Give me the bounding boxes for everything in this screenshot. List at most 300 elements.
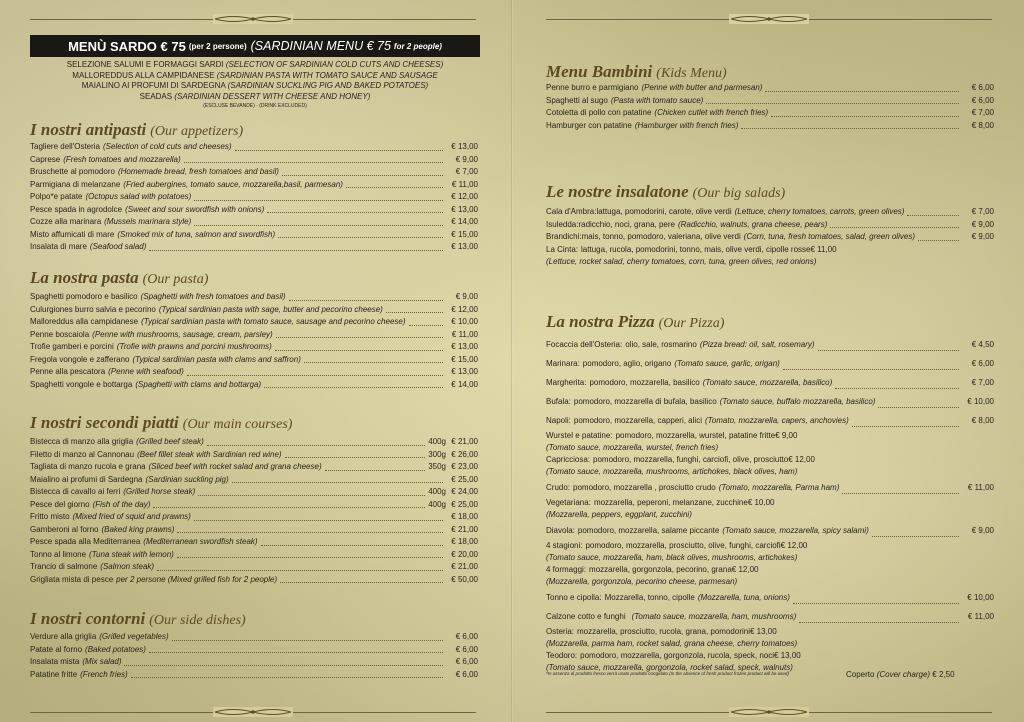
dish-name: Bistecca di cavallo ai ferri xyxy=(30,487,121,496)
dish-name: Hamburger con patatine xyxy=(546,120,632,130)
dish-desc: (Tomato, mozzarella, Parma ham) xyxy=(718,483,840,492)
dish-name: Brandichi: xyxy=(546,232,582,241)
dot-leader xyxy=(852,411,959,427)
menu-item xyxy=(30,166,478,179)
dish-desc: (Tomato sauce, mozzarella, spicy salami) xyxy=(722,526,869,535)
dot-leader xyxy=(198,486,425,496)
flourish-icon xyxy=(213,707,293,717)
dish-name: Crudo: xyxy=(546,483,571,492)
dish-desc: (Seafood salad) xyxy=(89,242,147,251)
dish-name: Napoli: xyxy=(546,416,571,425)
dish-desc: (Mixed fried of squid and prawns) xyxy=(72,512,191,521)
dish-desc: (Homemade bread, fresh tomatoes and basil) xyxy=(117,167,279,176)
dish-desc: (Tomato sauce, buffalo mozzarella, basilico) xyxy=(719,397,876,406)
dot-leader xyxy=(194,511,443,521)
dish-desc: (Tomato sauce, garlic, origan) xyxy=(674,359,780,368)
menu-item xyxy=(30,304,478,317)
dot-leader xyxy=(842,478,959,494)
dish-desc: (Tomato sauce, mozzarella, gorgonzola, rocket salad, speck, walnuts) xyxy=(546,663,793,672)
menu-item xyxy=(546,564,994,588)
dish-name: Insalata di mare xyxy=(30,242,87,251)
pasta-list xyxy=(30,291,478,391)
dish-name: Spaghetti pomodoro e basilico xyxy=(30,292,138,301)
section-subtitle: (Our side dishes) xyxy=(149,613,246,628)
dish-price: € 14,00 xyxy=(451,379,478,389)
dish-name: Pesce spada in agrodolce xyxy=(30,204,123,214)
dot-leader xyxy=(799,607,959,623)
dish-price: € 18,00 xyxy=(451,537,478,546)
dish-price: € 13,00 xyxy=(451,367,478,376)
dot-leader xyxy=(267,204,443,214)
sardo-dish-desc: (SARDINIAN DESSERT WITH CHEESE AND HONEY) xyxy=(174,91,371,101)
menu-item xyxy=(546,607,994,626)
dish-name: Spaghetti vongole e bottarga xyxy=(30,379,133,389)
dish-price: € 7,00 xyxy=(971,207,994,216)
sardo-dish: MALLOREDDUS ALLA CAMPIDANESE xyxy=(72,70,215,80)
dish-price: € 6,00 xyxy=(455,632,478,641)
dish-name: Insalata mista xyxy=(30,657,80,666)
dish-desc: (Mix salad) xyxy=(82,657,122,666)
menu-item xyxy=(30,656,478,669)
sardo-title: MENÙ SARDO € 75 xyxy=(68,38,186,54)
dish-ingredients: olio, sale, rosmarino xyxy=(625,340,697,349)
dish-name: 4 formaggi: xyxy=(546,565,587,574)
cover-charge-en: (Cover charge) xyxy=(876,670,931,679)
sardo-banner xyxy=(30,35,480,57)
sardo-title-en-small: for 2 people) xyxy=(393,41,442,51)
dish-name: Tonno al limone xyxy=(30,549,87,559)
section-title-contorni xyxy=(30,609,246,629)
dish-desc: (Lettuce, cherry tomatoes, carrots, green olives) xyxy=(734,207,905,216)
dish-desc: (Penne with seafood) xyxy=(108,367,184,376)
dot-leader xyxy=(149,644,443,654)
insalatone-list xyxy=(546,206,994,268)
dish-price: € 10,00 xyxy=(967,397,994,406)
dot-leader xyxy=(765,82,959,92)
dish-price: € 13,00 xyxy=(451,142,478,151)
dot-leader xyxy=(918,231,959,241)
menu-item xyxy=(30,524,478,537)
dish-name: Patatine fritte xyxy=(30,669,78,679)
dish-desc: (Beef fillet steak with Sardinian red wine) xyxy=(137,449,282,459)
dot-leader xyxy=(285,449,426,459)
dish-desc: (Mozzarella, tuna, onions) xyxy=(697,593,790,602)
dish-name: Pesce spada alla Mediterranea xyxy=(30,537,141,546)
dot-leader xyxy=(194,216,443,226)
frozen-footnote: *In assenza di prodotto fresco verrà usato prodotto congelato (In the absence of fresh product frozen product will be used) xyxy=(546,671,789,676)
menu-item-line xyxy=(546,430,994,442)
dish-desc: (Corn, tuna, fresh tomatoes, salad, green olives) xyxy=(743,232,915,241)
dish-name: Misto affumicati di mare xyxy=(30,229,115,239)
dot-leader xyxy=(157,561,443,571)
dish-name: Vegetariana: xyxy=(546,498,591,507)
dish-price: € 11,00 xyxy=(451,329,478,339)
menu-item xyxy=(30,316,478,329)
menu-item xyxy=(30,511,478,524)
dot-leader xyxy=(741,120,959,130)
section-subtitle: (Our pasta) xyxy=(142,272,209,287)
dish-weight: 350g xyxy=(428,462,446,471)
dish-price: € 10,00 xyxy=(451,317,478,326)
dish-desc: (Fish of the day) xyxy=(92,499,151,509)
menu-item xyxy=(30,229,478,242)
dot-leader xyxy=(280,574,443,584)
dish-price: € 13,00 xyxy=(774,651,801,660)
menu-item xyxy=(546,373,994,392)
dish-ingredients: pomodoro, mozzarella, gorgonzola, rucola, speck, noci xyxy=(580,651,775,660)
sardo-note: (ESCLUSE BEVANDE) · (DRINK EXCLUDED) xyxy=(203,103,307,110)
menu-item xyxy=(546,454,994,478)
dish-price: € 9,00 xyxy=(775,431,798,440)
dish-desc: (Fresh tomatoes and mozzarella) xyxy=(63,154,181,164)
flourish-icon xyxy=(729,14,809,24)
dish-desc: (Typical sardinian pasta with sage, butter and pecorino cheese) xyxy=(158,304,383,314)
dish-price: € 12,00 xyxy=(451,304,478,314)
dish-name: Diavola: xyxy=(546,526,575,535)
dish-desc: (Mediterranean swordfish steak) xyxy=(143,537,258,546)
dish-name: Verdure alla griglia xyxy=(30,632,97,641)
dish-desc: (Typical sardinian pasta with clams and saffron) xyxy=(132,354,301,364)
dish-desc: (Tomato sauce, mozzarella, wurstel, french fries) xyxy=(546,443,719,452)
dish-name: Tagliata di manzo rucola e grana xyxy=(30,462,146,471)
menu-item xyxy=(30,216,478,229)
dish-ingredients: pomodoro, mozzarella, wurstel, patatine fritte xyxy=(615,431,776,440)
dish-price: € 26,00 xyxy=(451,449,478,459)
dish-price: € 15,00 xyxy=(451,229,478,239)
dish-price: € 6,00 xyxy=(455,657,478,666)
dot-leader xyxy=(264,379,443,389)
dot-leader xyxy=(386,304,443,314)
dish-name: Filetto di manzo al Cannonau xyxy=(30,449,135,459)
dish-price: € 6,00 xyxy=(455,644,478,654)
dish-name: Malloreddus alla campidanese xyxy=(30,317,139,326)
menu-item xyxy=(30,291,478,304)
dish-price: € 11,00 xyxy=(967,612,994,621)
menu-item xyxy=(546,244,994,268)
dot-leader xyxy=(771,107,959,117)
dish-name: Cotoletta di pollo con patatine xyxy=(546,108,652,117)
cover-charge-label: Coperto xyxy=(846,670,875,679)
menu-item-line xyxy=(546,244,994,256)
menu-item xyxy=(30,574,478,587)
dish-price: € 24,00 xyxy=(451,487,478,496)
menu-item xyxy=(546,120,994,133)
dish-price: € 9,00 xyxy=(455,154,478,164)
section-title: I nostri antipasti xyxy=(30,120,147,139)
menu-item xyxy=(546,478,994,497)
dish-ingredients: lattuga, pomodorini, carote, olive verdi xyxy=(596,207,732,216)
dish-ingredients: radicchio, noci, grana, pere xyxy=(578,219,675,229)
dish-name: Bruschette al pomodoro xyxy=(30,167,115,176)
dish-ingredients: pomodoro, mozzarella, salame piccante xyxy=(577,526,720,535)
dish-price: € 7,00 xyxy=(455,167,478,176)
dish-price: € 18,00 xyxy=(451,512,478,521)
dot-leader xyxy=(278,229,443,239)
dish-desc: (Tomato sauce, mozzarella, basilico) xyxy=(702,378,833,387)
dish-desc: (Mozzarella, peppers, eggplant, zucchini) xyxy=(546,510,692,519)
menu-item xyxy=(30,436,478,449)
dish-desc: (Pizza bread: oil, salt, rosemary) xyxy=(699,340,815,349)
dish-desc: per 2 persone (Mixed grilled fish for 2 people) xyxy=(116,574,278,584)
dot-leader xyxy=(187,366,443,376)
dish-desc: (Spaghetti with clams and bottarga) xyxy=(135,379,262,389)
menu-item xyxy=(30,474,478,487)
dish-price: € 13,00 xyxy=(451,242,478,251)
dish-ingredients: pomodoro, mozzarella, capperi, alici xyxy=(573,416,702,425)
dish-desc: (Typical sardinian pasta with tomato sauce, sausage and pecorino cheese) xyxy=(141,317,406,326)
section-subtitle: (Our Pizza) xyxy=(658,316,725,331)
section-title-pasta xyxy=(30,268,208,288)
dot-leader xyxy=(184,154,443,164)
dish-name: Trancio di salmone xyxy=(30,562,98,571)
menu-item xyxy=(30,536,478,549)
menu-item xyxy=(546,206,994,219)
dish-desc: (Trofie with prawns and porcini mushrooms) xyxy=(116,342,272,351)
dish-weight: 400g xyxy=(428,437,446,446)
dish-price: € 11,00 xyxy=(810,244,837,254)
dish-price: € 8,00 xyxy=(971,120,994,130)
sardo-dish: SEADAS xyxy=(139,91,173,101)
bottom-ornament-right xyxy=(546,707,992,717)
dish-price: € 15,00 xyxy=(451,354,478,364)
sardo-dish: SELEZIONE SALUMI E FORMAGGI SARDI xyxy=(66,60,224,69)
dish-desc: (Smoked mix of tuna, salmon and swordfish) xyxy=(117,229,276,239)
dot-leader xyxy=(261,536,443,546)
dot-leader xyxy=(793,588,959,604)
page-fold xyxy=(511,0,513,722)
menu-item xyxy=(546,411,994,430)
dish-desc: (Mozzarella, gorgonzola, pecorino cheese, parmesan) xyxy=(546,577,738,586)
dish-name: Margherita: xyxy=(546,378,587,387)
dish-ingredients: pomodoro, mozzarella di bufala, basilico xyxy=(573,397,717,406)
menu-item xyxy=(30,191,478,204)
menu-item xyxy=(30,449,478,462)
dish-price: € 12,00 xyxy=(780,541,808,550)
dish-ingredients: mozzarella, prosciutto, rucola, grana, pomodorini xyxy=(577,627,750,636)
dish-desc: (Salmon steak) xyxy=(100,562,155,571)
section-title-pizza xyxy=(546,312,724,332)
menu-item xyxy=(546,219,994,232)
menu-item xyxy=(546,430,994,454)
dot-leader xyxy=(235,141,443,151)
dish-price: € 12,00 xyxy=(451,192,478,201)
dish-ingredients: mozzarella, peperoni, melanzane, zucchine xyxy=(593,498,748,507)
dish-desc: (Spaghetti with fresh tomatoes and basil) xyxy=(140,292,286,301)
menu-item xyxy=(30,631,478,644)
dish-name: Tagliere dell'Osteria xyxy=(30,142,101,151)
dish-weight: 400g xyxy=(428,499,446,509)
menu-item xyxy=(30,341,478,354)
menu-item xyxy=(30,669,478,682)
dish-price: € 4,50 xyxy=(971,340,994,349)
menu-item xyxy=(546,354,994,373)
dot-leader xyxy=(275,341,443,351)
dish-desc: (Sardinian suckling pig) xyxy=(145,474,229,484)
dish-price: € 10,00 xyxy=(967,593,994,602)
dish-name: Isuledda: xyxy=(546,219,579,229)
bottom-ornament-left xyxy=(30,707,476,717)
section-title: La nostra pasta xyxy=(30,268,139,287)
dish-name: Parmigiana di melanzane xyxy=(30,179,121,189)
dish-price: € 11,00 xyxy=(451,179,478,189)
dish-desc: (Tomato sauce, mozzarella, ham, black olives, mushrooms, artichokes) xyxy=(546,553,798,562)
section-title: La nostra Pizza xyxy=(546,312,655,331)
menu-item xyxy=(30,241,478,254)
dish-desc: (Octopus salad with potatoes) xyxy=(85,192,192,201)
dish-price: € 7,00 xyxy=(971,108,994,117)
dish-desc: (Mozzarella, parma ham, rocket salad, grana cheese, cherry tomatoes) xyxy=(546,639,798,648)
dish-name: Grigliata mista di pesce xyxy=(30,574,114,584)
list-item xyxy=(30,92,480,103)
list-item xyxy=(30,60,480,71)
dish-price: € 12,00 xyxy=(788,455,815,464)
dish-ingredients: mozzarella, gorgonzola, pecorino, grana xyxy=(589,565,732,574)
dot-leader xyxy=(177,524,443,534)
sardo-title-small: (per 2 persone) xyxy=(188,41,247,51)
bambini-list xyxy=(546,82,994,132)
dot-leader xyxy=(194,191,443,201)
dish-name: Gamberoni al forno xyxy=(30,524,99,534)
dot-leader xyxy=(131,669,443,679)
menu-item xyxy=(30,486,478,499)
dish-desc: (Tomato sauce, mozzarella, mushrooms, artichokes, black olives, ham) xyxy=(546,467,798,476)
dot-leader xyxy=(706,95,959,105)
section-title: I nostri secondi piatti xyxy=(30,413,179,432)
dish-price: € 8,00 xyxy=(971,416,994,425)
dish-desc: (Mussels marinara style) xyxy=(104,217,192,226)
dish-price: € 9,00 xyxy=(971,526,994,535)
dish-name: Focaccia dell'Osteria: xyxy=(546,340,623,349)
section-title: Le nostre insalatone xyxy=(546,182,689,201)
dish-price: € 7,00 xyxy=(971,378,994,387)
dish-name: Patate al forno xyxy=(30,644,83,654)
sardo-dish-desc: (SARDINIAN PASTA WITH TOMATO SAUCE AND SAUSAGE xyxy=(216,70,438,80)
menu-item-line xyxy=(546,626,994,638)
dish-name: Maialino ai profumi di Sardegna xyxy=(30,474,143,484)
dot-leader xyxy=(124,656,443,666)
dish-price: € 13,00 xyxy=(451,204,478,214)
dot-leader xyxy=(207,436,425,446)
menu-item xyxy=(546,521,994,540)
top-ornament-left xyxy=(30,14,476,24)
dish-price: € 21,00 xyxy=(451,562,478,571)
dish-name: La Cinta: xyxy=(546,244,579,254)
dish-price: € 25,00 xyxy=(451,474,478,484)
dish-name: Penne alla pescatora xyxy=(30,367,106,376)
dish-desc: (Grilled beef steak) xyxy=(136,437,204,446)
dish-ingredients: pomodoro, mozzarella, basilico xyxy=(589,378,700,387)
dot-leader xyxy=(409,316,443,326)
dish-desc: (Grilled horse steak) xyxy=(123,487,196,496)
dish-desc: (Grilled vegetables) xyxy=(99,632,169,641)
dot-leader xyxy=(304,354,443,364)
dish-price: € 9,00 xyxy=(971,219,994,229)
menu-item xyxy=(30,561,478,574)
dish-name: Penne boscaiola xyxy=(30,329,90,339)
dish-price: € 23,00 xyxy=(451,462,478,471)
dish-desc: (Fried aubergines, tomato sauce, mozzarella,basil, parmesan) xyxy=(123,179,343,189)
dish-name: Culurgiones burro salvia e pecorino xyxy=(30,304,156,314)
dish-weight: 300g xyxy=(428,449,446,459)
dish-desc: (Tuna steak with lemon) xyxy=(89,549,174,559)
menu-item xyxy=(546,107,994,120)
sardo-title-en: (SARDINIAN MENU € 75 xyxy=(250,39,391,53)
dish-desc: (Tomato, mozzarella, capers, anchovies) xyxy=(704,416,849,425)
dot-leader xyxy=(783,354,959,370)
dot-leader xyxy=(282,166,443,176)
menu-item xyxy=(30,354,478,367)
section-title: I nostri contorni xyxy=(30,609,146,628)
dish-price: € 13,00 xyxy=(451,342,478,351)
dish-desc: (Selection of cold cuts and cheeses) xyxy=(103,142,232,151)
dish-desc: (Chicken cutlet with french fries) xyxy=(654,108,769,117)
dish-desc: (Hamburger with french fries) xyxy=(634,120,739,130)
dish-ingredients: Mozzarella, tonno, cipolle xyxy=(604,593,695,602)
dot-leader xyxy=(276,329,443,339)
menu-item xyxy=(30,204,478,217)
dish-ingredients: pomodoro, mozzarella, prosciutto, olive, funghi, carciofi xyxy=(585,541,781,550)
dish-name: Calzone cotto e funghi xyxy=(546,612,626,621)
menu-item xyxy=(30,461,478,474)
menu-item xyxy=(30,329,478,342)
menu-item xyxy=(30,154,478,167)
dish-ingredients: pomodoro, aglio, origano xyxy=(582,359,672,368)
dish-name: Penne burro e parmigiano xyxy=(546,83,639,92)
dish-desc: (Pasta with tomato sauce) xyxy=(610,95,704,105)
dish-price: € 6,00 xyxy=(971,83,994,92)
dot-leader xyxy=(907,206,959,216)
top-ornament-right xyxy=(546,14,992,24)
dish-price: € 20,00 xyxy=(451,549,478,559)
menu-item xyxy=(546,497,994,521)
section-subtitle: (Kids Menu) xyxy=(656,66,727,81)
section-title-bambini xyxy=(546,62,727,82)
dish-name: 4 stagioni: xyxy=(546,541,583,550)
dish-price: € 25,00 xyxy=(451,499,478,509)
section-subtitle: (Our appetizers) xyxy=(150,124,244,139)
section-subtitle: (Our main courses) xyxy=(182,417,293,432)
dish-name: Capricciosa: xyxy=(546,455,591,464)
dish-desc: (Penne with mushrooms, sausage, cream, parsley) xyxy=(92,329,273,339)
dish-name: Polpo*e patate xyxy=(30,192,83,201)
dish-name: Spaghetti al sugo xyxy=(546,95,608,105)
list-item xyxy=(30,81,480,92)
dish-desc: (Tomato sauce, mozzarella, ham, mushrooms) xyxy=(631,612,797,621)
menu-item xyxy=(546,335,994,354)
flourish-icon xyxy=(213,14,293,24)
dish-name: Wurstel e patatine: xyxy=(546,431,613,440)
menu-item xyxy=(30,366,478,379)
dish-price: € 12,00 xyxy=(731,565,759,574)
menu-item xyxy=(30,499,478,512)
menu-item xyxy=(30,179,478,192)
menu-item-line xyxy=(546,564,994,576)
menu-item-line xyxy=(546,497,994,509)
menu-item-line xyxy=(546,454,994,466)
dish-ingredients: lattuga, rucola, pomodorini, tonno, mais, olive verdi, cipolle rosse xyxy=(581,244,811,254)
dish-price: € 6,00 xyxy=(455,669,478,679)
menu-item xyxy=(546,95,994,108)
menu-item-line xyxy=(546,540,994,552)
dish-ingredients: mais, tonno, pomodoro, valeriana, olive verdi xyxy=(581,232,741,241)
dish-desc: (Sliced beef with rocket salad and grana cheese) xyxy=(148,462,322,471)
dish-weight: 400g xyxy=(428,487,446,496)
dish-price: € 10,00 xyxy=(747,498,775,507)
secondi-list xyxy=(30,436,478,586)
dish-name: Fregola vongole e zafferano xyxy=(30,354,130,364)
dish-name: Bistecca di manzo alla griglia xyxy=(30,437,134,446)
dish-ingredients: pomodoro, mozzarella, funghi, carciofi, olive, prosciutto xyxy=(593,455,789,464)
